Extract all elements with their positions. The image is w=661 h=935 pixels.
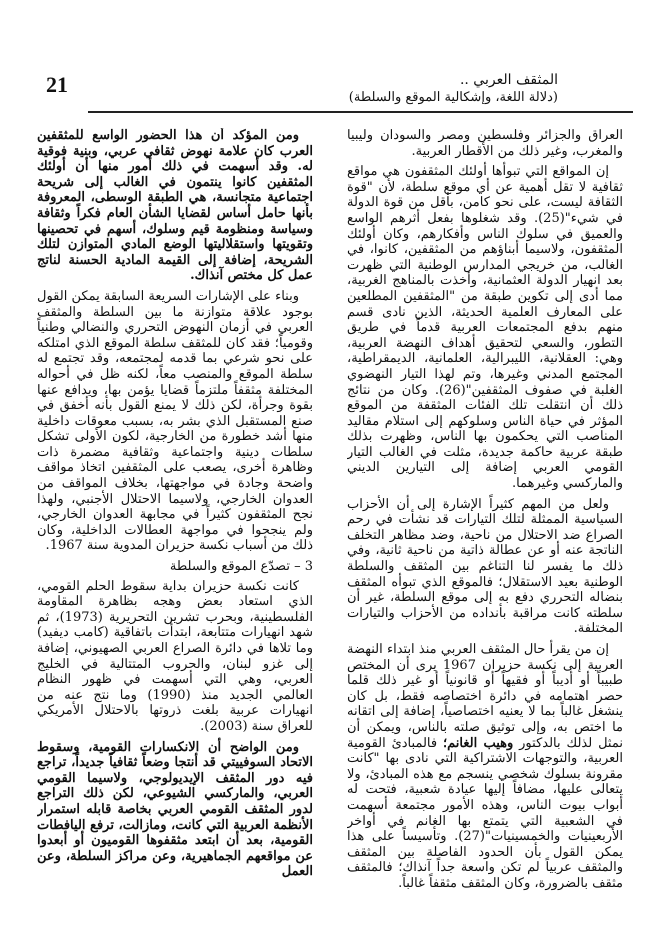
person-name: وهيب الغانم؛ (442, 735, 514, 751)
bold-paragraph: ومن المؤكد أن هذا الحضور الواسع للمثقفين العرب كان علامة نهوض ثقافي عربي، وبنية فوقية له. وقد أسهمت في ذلك أمور منها أن أولئك المثقفين كانوا ينتمون في الغالب إلى شريحة اجتماعية متجانسة، هي الطبقة الوسطى، المعروفة بأنها حامل أساس لقضايا الشأن العام فكراً وثقافة وسياسة ومنظومة قيم وسلوك، أسهم في تحصينها وتقويتها واستقلاليتها الوضع المادي المتوازن لتلك الشريحة، إضافة إلى القيمة المادية الحسنة لناتج عمل كل مختص آنذاك. (37, 128, 313, 284)
header-rule (88, 111, 633, 113)
right-column (347, 128, 623, 908)
page-number: 21 (46, 72, 68, 97)
section-heading: 3 – تصدّع الموقع والسلطة (169, 559, 313, 575)
running-title: المثقف العربي .. (459, 72, 558, 88)
paragraph: ولعل من المهم كثيراً الإشارة إلى أن الأحزاب السياسية الممثلة لتلك التيارات قد نشأت في رحم الصراع ضد الاحتلال من ناحية، وضد مظاهر التخلف الناتجة عنه أو عن عطالة ذاتية من ناحية ثانية، وفي ذلك ما يفسر لنا التناغم بين المثقف والسلطة الوطنية بعيد الاستقلال؛ فالموقع الذي تبوأه المثقف بنضاله التحرري دفع به إلى موقع السلطة، غير أن سلطته كانت مراقبة بأنداده من الأحزاب والتيارات المختلفة. (347, 496, 623, 637)
paragraph: إن المواقع التي تبوأها أولئك المثقفون هي مواقع ثقافية لا تقل أهمية عن أي موقع سلطة، لأن "قوة الثقافة ليست، على نحو كامن، بأقل من قوة الدولة في شيء"(25). وقد شغلوها بفعل أثرهم الواسع والعميق في سلوك الناس وأفكارهم، وكان أولئك المثقفون، ولاسيما أبناؤهم من المثقفين، كانوا، في الغالب، من خريجي المدارس الوطنية التي ظهرت بعد انهيار الدولة العثمانية، وأخذت بالمناهج الغربية، مما أدى إلى تكوين طبقة من "المثقفين المطلعين على المعارف العلمية الحديثة، الذين نادى قسم منهم بدفع المجتمعات العربية قدماً في طريق التطور، والسعي لتحقيق أهداف النهضة العربية، وهي: العقلانية، الليبرالية، العلمانية، الديمقراطية، المجتمع المدني وغيرها، وتم لهذا التيار النهضوي الغلبة في صفوف المثقفين"(26). وكان من نتائج ذلك أن انتقلت تلك الفئات المثقفة من الموقع المؤثر في حياة الناس وسلوكهم إلى استلام مقاليد المناصب التي يحكمون بها الناس، وظهرت بذلك طبقة عربية حاكمة جديدة، مثلت في الغالب التيار القومي العربي إضافة إلى التيارين الديني والماركسي وغيرهما. (347, 164, 623, 492)
paragraph-text: إن من يقرأ حال المثقف العربي منذ ابتداء النهضة العربية إلى نكسة حزيران 1967 يرى أن المختص طبيباً أو أديباً أو فقيهاً أو قانونياً أو غير ذلك قلما حصر اهتمامه في دائرة اختصاصه فقط، بل كان ينشغل غالباً بما لا يعنيه اختصاصياً، إضافة إلى اتقانه ما اختص به، وإلى توثيق صلته بالناس، ويمكن أن نمثل لذلك بالدكتور (347, 642, 623, 751)
left-column (37, 128, 313, 908)
bold-paragraph: ومن الواضح أن الانكسارات القومية، وسقوط الاتحاد السوفييتي قد أنتجا وضعاً ثقافياً جديداً، تراجع فيه دور المثقف الإيديولوجي، ولاسيما القومي العربي، والماركسي الشيوعي، لكن ذلك التراجع لدور المثقف القومي العربي بخاصة قابله استمرار الأنظمة العربية التي كانت، ومازالت، ترفع اليافطات القومية، بعد أن ابتعد مثقفوها القوميون أو أبعدوا عن مواقعهم الجماهيرية، وعن مراكز السلطة، وعن العمل (37, 739, 313, 880)
paragraph: العراق والجزائر وفلسطين ومصر والسودان وليبيا والمغرب، وغير ذلك من الأقطار العربية. (347, 128, 623, 159)
paragraph (347, 642, 623, 892)
running-subtitle: (دلالة اللغة، وإشكالية الموقع والسلطة) (348, 90, 558, 105)
paragraph: كانت نكسة حزيران بداية سقوط الحلم القومي، الذي استعاد بعض وهجه بظاهرة المقاومة الفلسطينية، وبحرب تشرين التحريرية (1973)، ثم شهد انهيارات متتابعة، ابتدأت باتفاقية (كامب ديفيد) وما تلاها في دائرة الصراع العربي الصهيوني، إضافة إلى غزو لبنان، والحروب المتتالية في الخليج العربي، وهي التي أسهمت في ظهور النظام العالمي الجديد منذ (1990) وما نتج عنه من انهيارات عربية بلغت ذروتها بالاحتلال الأمريكي للعراق سنة (2003). (37, 578, 313, 734)
paragraph-text: فالمبادئ القومية العربية، والتوجهات الاشتراكية التي نادى بها "كانت مقرونة بسلوك شخصي ينسجم مع هذه المبادئ، ولا يتعالى عليها، مضافاً إليها عيادة شعبية، فتحت له أبواب بيوت الناس، وهذه الأمور مجتمعة أسهمت في الشعبية التي يتمتع بها الغانم في أواخر الأربعينيات والخمسينيات"(27). وتأسيساً على هذا يمكن القول بأن الحدود الفاصلة بين المثقف والمثقف عربياً لم تكن واسعة جداً آنذاك؛ فالمثقف مثقف بالضرورة، وكان المثقف مثقفاً غالباً. (347, 735, 623, 891)
page-header (28, 66, 633, 116)
paragraph: وبناء على الإشارات السريعة السابقة يمكن القول بوجود علاقة متوازنة ما بين السلطة والمثقف العربي في أزمان النهوض التحرري والنضالي وطنياً وقومياً؛ فقد كان للمثقف سلطة الموقع الذي امتلكه على نحو شرعي بما قدمه لمجتمعه، وقد تجتمع له سلطة الموقع والمنصب معاً، لكنه ظل في أحواله المختلفة مثقفاً ملتزماً قضايا يؤمن بها، ويدافع عنها بقوة وجرأة، لكن ذلك لا يمنع القول بأنه أخفق في صنع المستقبل الذي بشر به، بسبب معوقات داخلية منها أشد خطورة من الخارجية، لكون الأولى تشكل سلطات دينية واجتماعية وثقافية مضمرة ذات وظاهرة أخرى، يصعب على المثقفين اتخاذ مواقف واضحة وجادة في مواجهتها، بخلاف المواقف من العدوان الخارجي، ولاسيما الاحتلال الأجنبي، ولهذا نجح المثقفون كثيراً في مجابهة العدوان الخارجي، ولم ينجحوا في مواجهة العطالات الداخلية، وكان ذلك من أسباب نكسة حزيران المدوية سنة 1967. (37, 288, 313, 554)
